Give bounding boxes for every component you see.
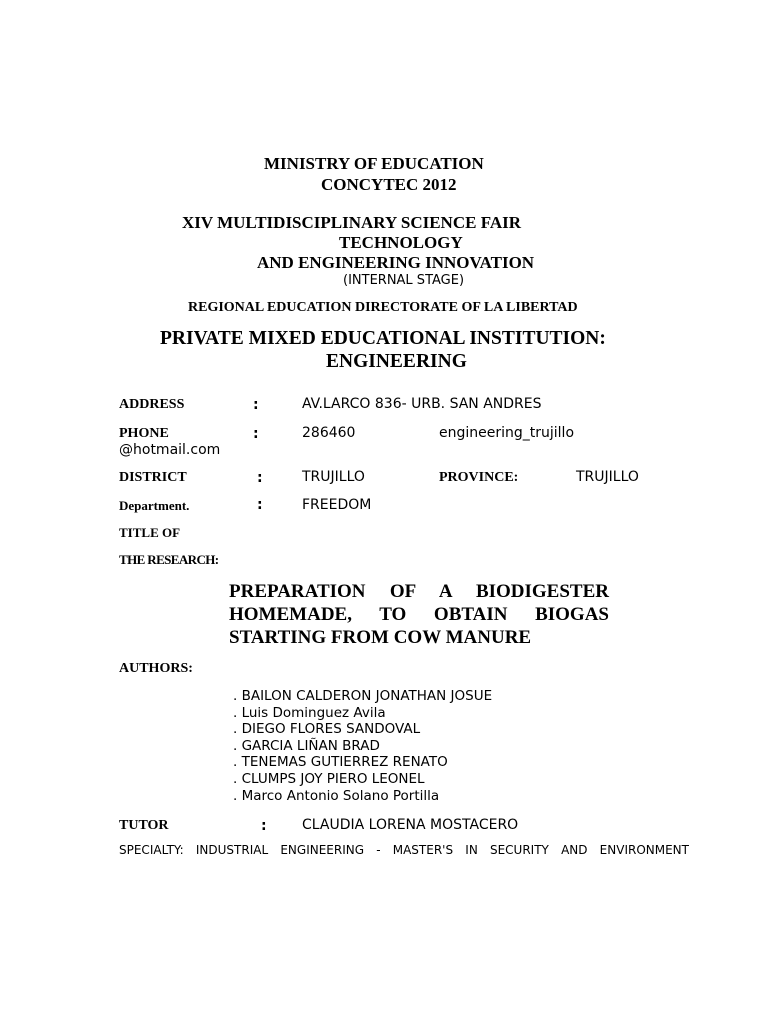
phone-colon: : xyxy=(253,426,259,442)
author-item: . TENEMAS GUTIERREZ RENATO xyxy=(233,754,448,771)
stage-label: (INTERNAL STAGE) xyxy=(343,273,465,288)
author-item: . GARCIA LIÑAN BRAD xyxy=(233,737,380,754)
title-label-line1: TITLE OF xyxy=(119,525,181,540)
research-title-line2: HOMEMADE, TO OBTAIN BIOGAS xyxy=(229,604,609,625)
email-part1: engineering_trujillo xyxy=(439,425,575,441)
author-item: . Luis Dominguez Avila xyxy=(233,704,386,721)
author-item: . DIEGO FLORES SANDOVAL xyxy=(233,721,421,738)
ministry-heading: MINISTRY OF EDUCATION xyxy=(264,154,484,173)
email-part2: @hotmail.com xyxy=(119,442,221,458)
fair-heading-line3: AND ENGINEERING INNOVATION xyxy=(257,253,535,272)
specialty-line: SPECIALTY: INDUSTRIAL ENGINEERING - MASTER'S IN SECURITY AND ENVIRONMENT xyxy=(119,843,689,857)
phone-value: 286460 xyxy=(302,425,356,441)
institution-heading-line2: ENGINEERING xyxy=(326,351,467,372)
tutor-label: TUTOR xyxy=(119,818,169,833)
province-value: TRUJILLO xyxy=(576,469,639,485)
institution-heading-line1: PRIVATE MIXED EDUCATIONAL INSTITUTION: xyxy=(160,328,606,349)
district-label: DISTRICT xyxy=(119,470,187,485)
address-colon: : xyxy=(253,397,259,413)
address-value: AV.LARCO 836- URB. SAN ANDRES xyxy=(302,396,542,412)
authors-list xyxy=(233,688,492,804)
district-value: TRUJILLO xyxy=(302,469,365,485)
author-item: . Marco Antonio Solano Portilla xyxy=(233,787,440,804)
district-colon: : xyxy=(257,470,263,486)
address-label: ADDRESS xyxy=(119,397,185,412)
author-item: . CLUMPS JOY PIERO LEONEL xyxy=(233,770,425,787)
research-title-line3: STARTING FROM COW MANURE xyxy=(229,627,532,648)
authors-label: AUTHORS: xyxy=(119,661,193,676)
department-value: FREEDOM xyxy=(302,497,372,513)
department-colon: : xyxy=(257,497,263,513)
province-label: PROVINCE: xyxy=(439,470,519,485)
tutor-value: CLAUDIA LORENA MOSTACERO xyxy=(302,817,519,833)
fair-heading-line1: XIV MULTIDISCIPLINARY SCIENCE FAIR xyxy=(182,213,521,232)
tutor-colon: : xyxy=(261,818,267,834)
directorate-heading: REGIONAL EDUCATION DIRECTORATE OF LA LIBERTAD xyxy=(188,300,578,315)
title-label-line2: THE RESEARCH: xyxy=(119,552,219,567)
fair-heading-line2: TECHNOLOGY xyxy=(339,233,463,252)
research-title-line1: PREPARATION OF A BIODIGESTER xyxy=(229,581,609,602)
research-title xyxy=(229,580,609,649)
phone-label: PHONE xyxy=(119,426,169,441)
concytec-heading: CONCYTEC 2012 xyxy=(321,175,457,194)
department-label: Department. xyxy=(119,498,190,513)
author-item: . BAILON CALDERON JONATHAN JOSUE xyxy=(233,688,493,704)
